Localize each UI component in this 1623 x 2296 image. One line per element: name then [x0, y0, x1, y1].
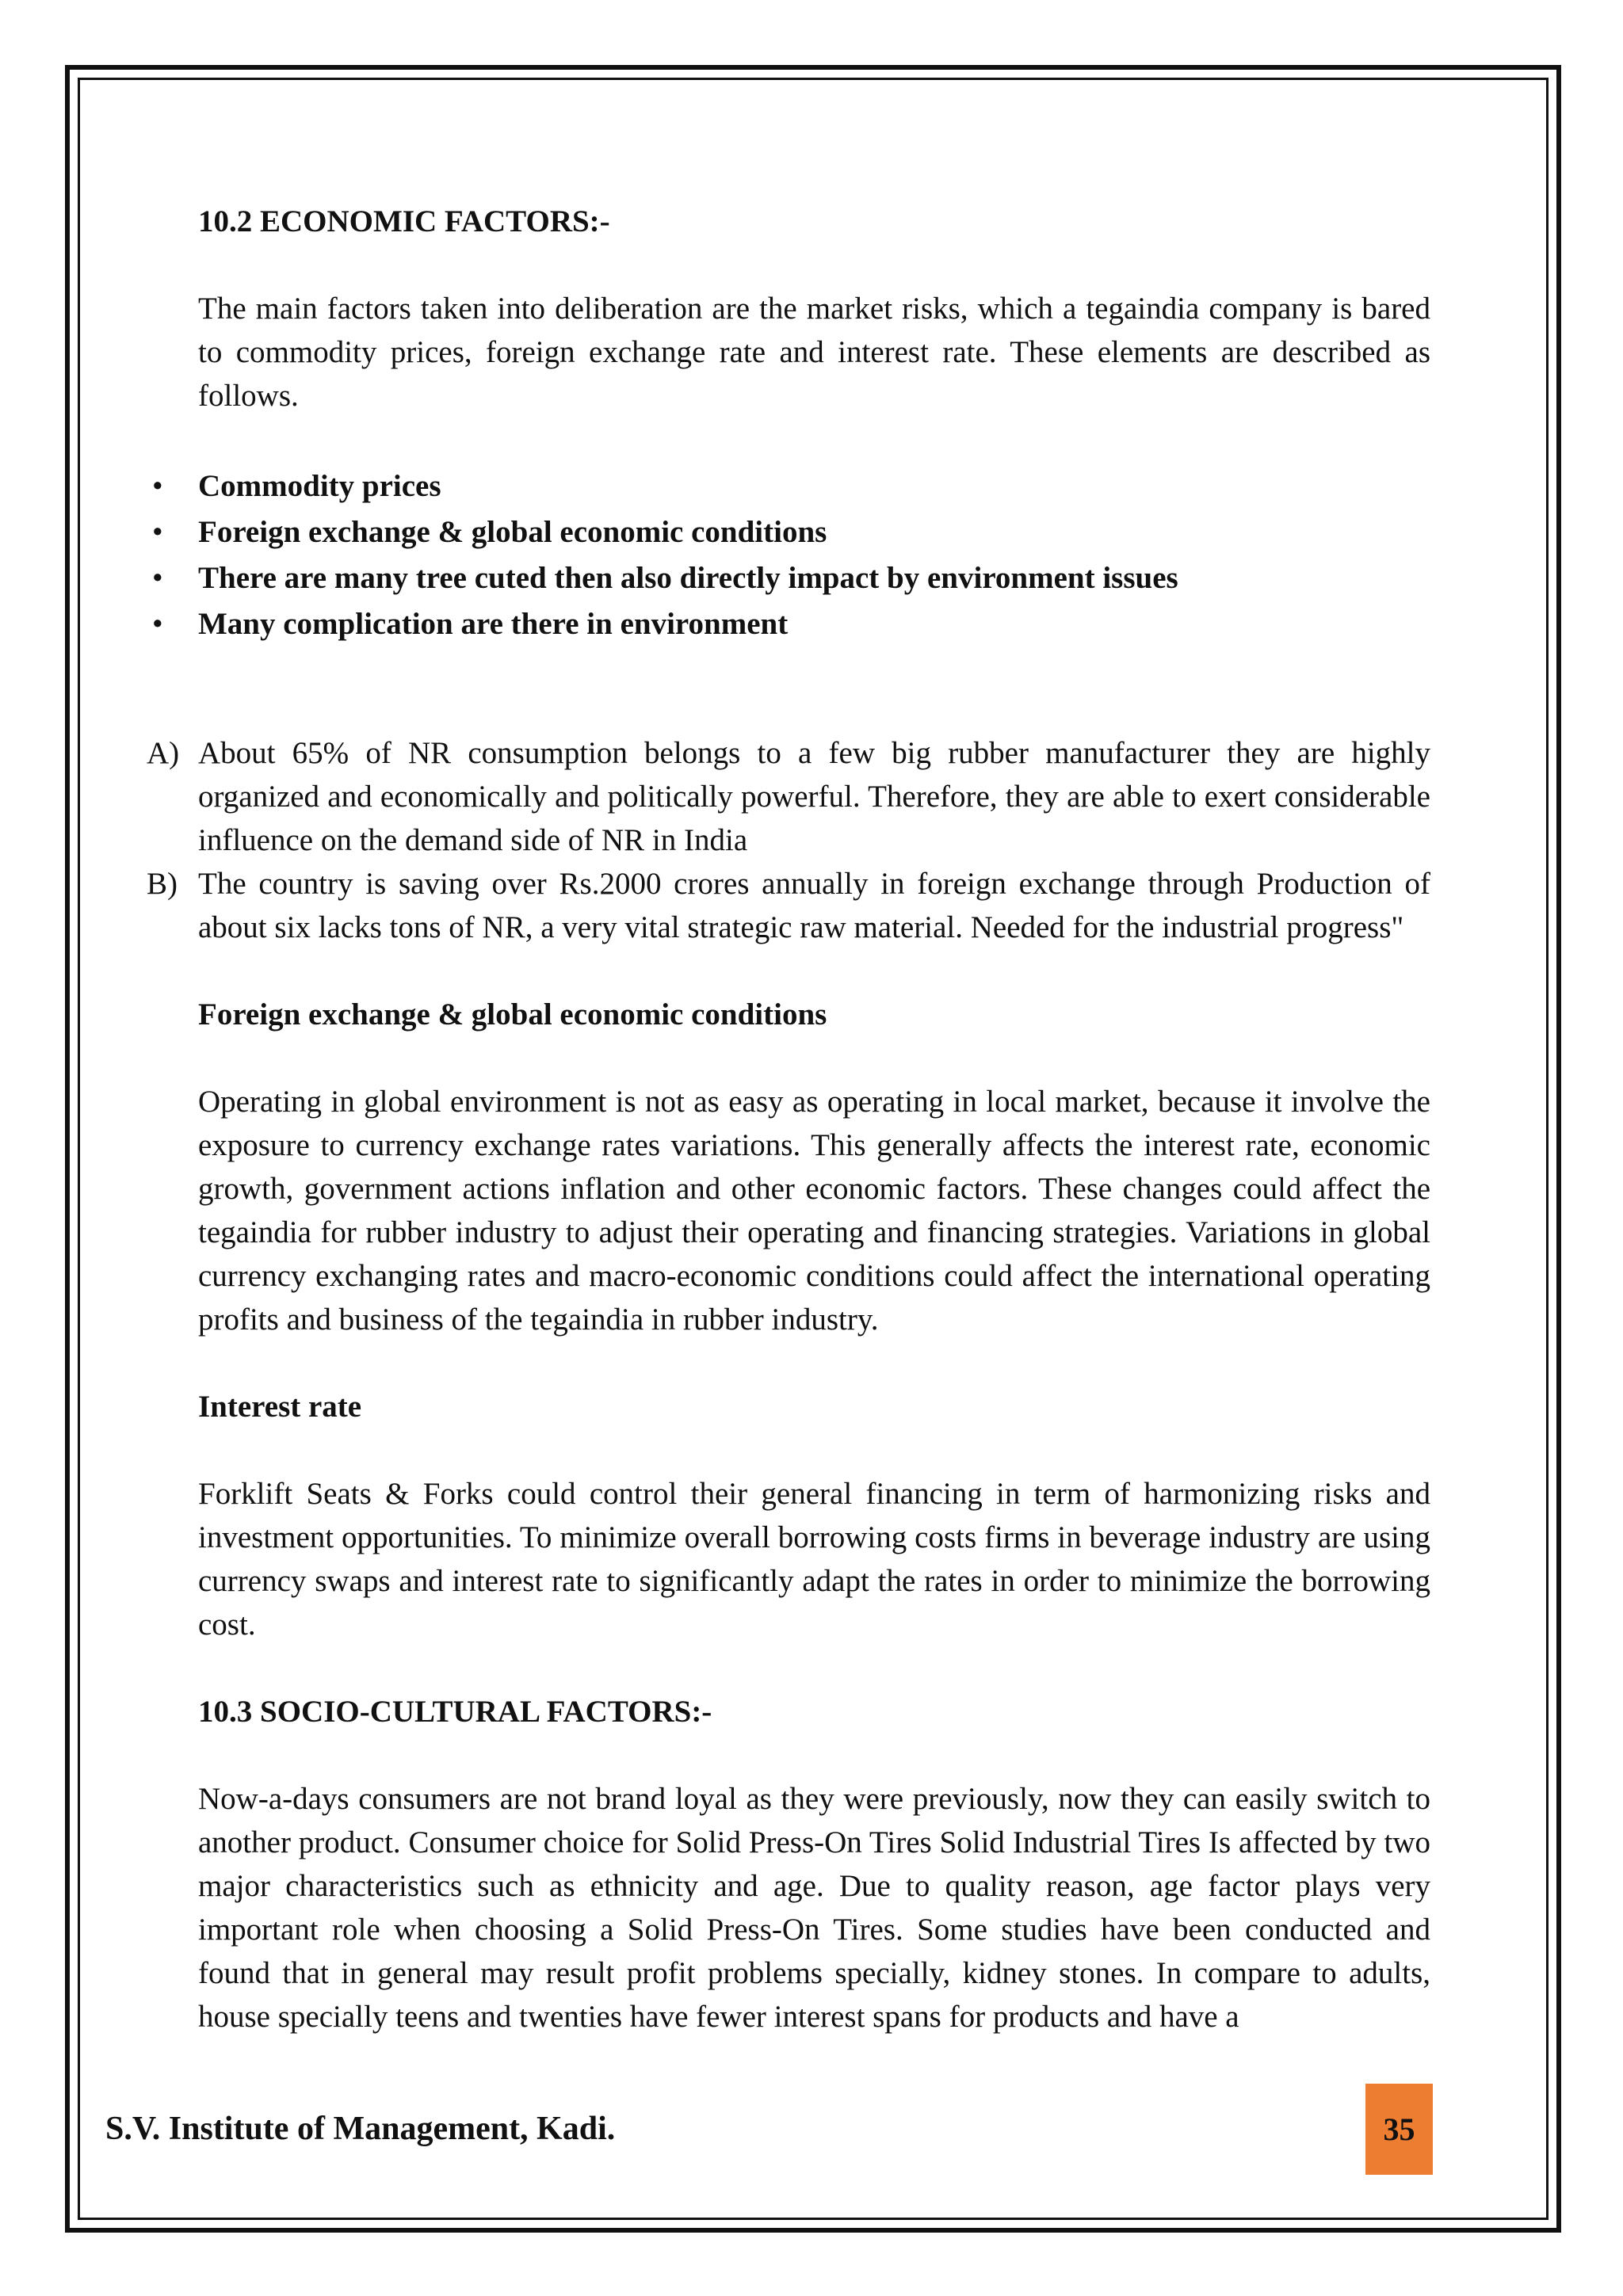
forex-heading: Foreign exchange & global economic conditions	[198, 997, 827, 1032]
list-item: A) About 65% of NR consumption belongs to a few big rubber manufacturer they are highly organized and economically and politically powerful. Therefore, they are able to exert considerable influence on the demand side of NR in India	[147, 736, 1430, 857]
footer-institute-name: S.V. Institute of Management, Kadi.	[105, 2111, 616, 2147]
socio-cultural-paragraph: Now-a-days consumers are not brand loyal as they were previously, now they can easily switch to another product. Consumer choice for Solid Press-On Tires Solid Industrial Tires Is affected by two major characteristics such as ethnicity and age. Due to quality reason, age factor plays very important role when choosing a Solid Press-On Tires. Some studies have been conducted and found that in general may result profit problems specially, kidney stones. In compare to adults, house specially teens and twenties have fewer interest spans for products and have a	[198, 1782, 1430, 2034]
bullet-icon: •	[152, 469, 163, 503]
list-item: • Many complication are there in environment	[198, 601, 1430, 647]
list-item: • Foreign exchange & global economic conditions	[198, 509, 1430, 555]
interest-rate-paragraph: Forklift Seats & Forks could control their general financing in term of harmonizing risks and investment opportunities. To minimize overall borrowing costs firms in beverage industry are using currency swaps and interest rate to significantly adapt the rates in order to minimize the borrowing cost.	[198, 1477, 1430, 1642]
forex-paragraph: Operating in global environment is not as easy as operating in local market, because it involve the exposure to currency exchange rates variations. This generally affects the interest rate, economic growth, government actions inflation and other economic factors. These changes could affect the tegaindia for rubber industry to adjust their operating and financing strategies. Variations in global currency exchanging rates and macro-economic conditions could affect the international operating profits and business of the tegaindia in rubber industry.	[198, 1085, 1430, 1337]
list-item: B) The country is saving over Rs.2000 crores annually in foreign exchange through Production of about six lacks tons of NR, a very vital strategic raw material. Needed for the industrial progress"	[147, 867, 1430, 944]
interest-rate-heading: Interest rate	[198, 1390, 362, 1424]
economic-bullet-list	[152, 463, 1430, 647]
page-number: 35	[1383, 2111, 1415, 2147]
bullet-icon: •	[152, 561, 163, 595]
list-item: • There are many tree cuted then also directly impact by environment issues	[198, 555, 1430, 601]
socio-cultural-heading: 10.3 SOCIO-CULTURAL FACTORS:-	[198, 1695, 712, 1729]
page-content	[147, 200, 1430, 2039]
bullet-icon: •	[152, 515, 163, 549]
economic-intro-paragraph: The main factors taken into deliberation are the market risks, which a tegaindia company is bared to commodity prices, foreign exchange rate and interest rate. These elements are described as follows.	[198, 292, 1430, 413]
economic-factors-heading: 10.2 ECONOMIC FACTORS:-	[198, 204, 610, 238]
bullet-icon: •	[152, 607, 163, 641]
list-item: • Commodity prices	[198, 463, 1430, 509]
page-number-badge	[1365, 2084, 1433, 2175]
lettered-list	[147, 731, 1430, 949]
